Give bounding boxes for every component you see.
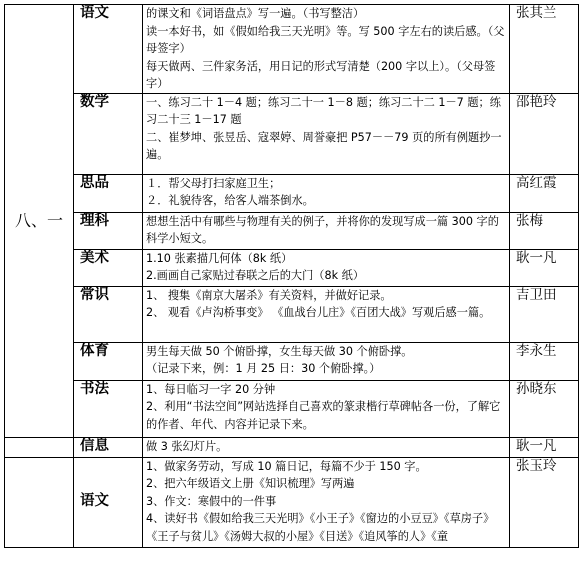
- task-line: 读一本好书，如《假如给我三天光明》等。写 500 字左右的读后感。（父母签字）: [146, 24, 505, 55]
- teacher-cell: 张玉玲: [510, 457, 579, 547]
- task-cell: [143, 174, 510, 212]
- task-line: １．帮父母打扫家庭卫生；: [146, 176, 281, 190]
- task-line: 4、读好书《假如给我三天光明》《小王子》《窗边的小豆豆》《草房子》《王子与贫儿》《汤姆大叔的小屋》《目送》《追风筝的人》《童: [146, 512, 495, 543]
- task-cell: [143, 249, 510, 286]
- task-cell: [143, 437, 510, 457]
- task-line: 做 3 张幻灯片。: [146, 439, 228, 453]
- homework-sheet: [4, 4, 578, 554]
- table-row: [5, 249, 579, 286]
- class-cell-empty: [5, 457, 74, 547]
- subject-cell: 语文: [74, 457, 143, 547]
- task-line: 2、利用“书法空间”网站选择自己喜欢的篆隶楷行草碑帖各一份，了解它的作者、年代、内容并记录下来。: [146, 400, 501, 431]
- subject-cell: 数学: [74, 93, 143, 174]
- task-line: 1、每日临习一字 20 分钟: [146, 382, 276, 396]
- task-cell: [143, 457, 510, 547]
- homework-table: [4, 4, 579, 548]
- table-row: [5, 380, 579, 437]
- table-row: [5, 5, 579, 94]
- class-label: 八、一: [5, 5, 74, 438]
- subject-cell: 理科: [74, 212, 143, 249]
- task-cell: [143, 342, 510, 380]
- table-row: [5, 93, 579, 174]
- subject-cell: 常识: [74, 286, 143, 342]
- table-row: [5, 342, 579, 380]
- subject-cell: 书法: [74, 380, 143, 437]
- teacher-cell: 耿一凡: [510, 437, 579, 457]
- task-cell: [143, 286, 510, 342]
- teacher-cell: 吉卫田: [510, 286, 579, 342]
- task-cell: [143, 93, 510, 174]
- task-line: （记录下来，例：1 月 25 日：30 个俯卧撑。）: [146, 362, 381, 375]
- teacher-cell: 李永生: [510, 342, 579, 380]
- task-cell: [143, 380, 510, 437]
- task-cell: [143, 5, 510, 94]
- teacher-cell: 高红霞: [510, 174, 579, 212]
- task-line: 1、做家务劳动，写成 10 篇日记，每篇不少于 150 字。: [146, 459, 427, 473]
- table-row: [5, 174, 579, 212]
- task-line: ２．礼貌待客，给客人端茶倒水。: [146, 194, 314, 207]
- task-line: 2、把六年级语文上册《知识梳理》写两遍: [146, 477, 355, 490]
- table-row: [5, 212, 579, 249]
- subject-cell: 美术: [74, 249, 143, 286]
- teacher-cell: 耿一凡: [510, 249, 579, 286]
- teacher-cell: 孙晓东: [510, 380, 579, 437]
- subject-cell: 思品: [74, 174, 143, 212]
- subject-cell: 体育: [74, 342, 143, 380]
- task-line: 1.10 张素描几何体（8k 纸）: [146, 251, 293, 265]
- task-line: 一、练习二十 1－4 题；练习二十一 1－8 题；练习二十二 1－7 题；练习二十三 1－17 题: [146, 95, 501, 126]
- teacher-cell: 张梅: [510, 212, 579, 249]
- task-line: 二、崔梦坤、张昱岳、寇翠婷、周誉豪把 P57－－79 页的所有例题抄一遍。: [146, 130, 502, 161]
- table-row: [5, 437, 579, 457]
- table-row: [5, 286, 579, 342]
- task-line: 1、 搜集《南京大屠杀》有关资料，并做好记录。: [146, 288, 392, 302]
- task-line: 每天做两、三件家务活，用日记的形式写清楚（200 字以上）。（父母签字）: [146, 59, 496, 90]
- task-line: 的课文和《词语盘点》写一遍。（书写整洁）: [146, 7, 365, 20]
- teacher-cell: 张其兰: [510, 5, 579, 94]
- class-cell-empty: [5, 437, 74, 457]
- task-line: 2、 观看《卢沟桥事变》 《血战台儿庄》《百团大战》写观后感一篇。: [146, 306, 491, 319]
- task-line: 3、作文：寒假中的一件事: [146, 494, 277, 508]
- subject-cell: 信息: [74, 437, 143, 457]
- table-row: [5, 457, 579, 547]
- teacher-cell: 邵艳玲: [510, 93, 579, 174]
- subject-cell: 语文: [74, 5, 143, 94]
- task-line: 2.画画自己家贴过春联之后的大门（8k 纸）: [146, 269, 365, 282]
- task-cell: [143, 212, 510, 249]
- task-line: 想想生活中有哪些与物理有关的例子，并将你的发现写成一篇 300 字的科学小短文。: [146, 214, 499, 245]
- task-line: 男生每天做 50 个俯卧撑，女生每天做 30 个俯卧撑。: [146, 344, 413, 358]
